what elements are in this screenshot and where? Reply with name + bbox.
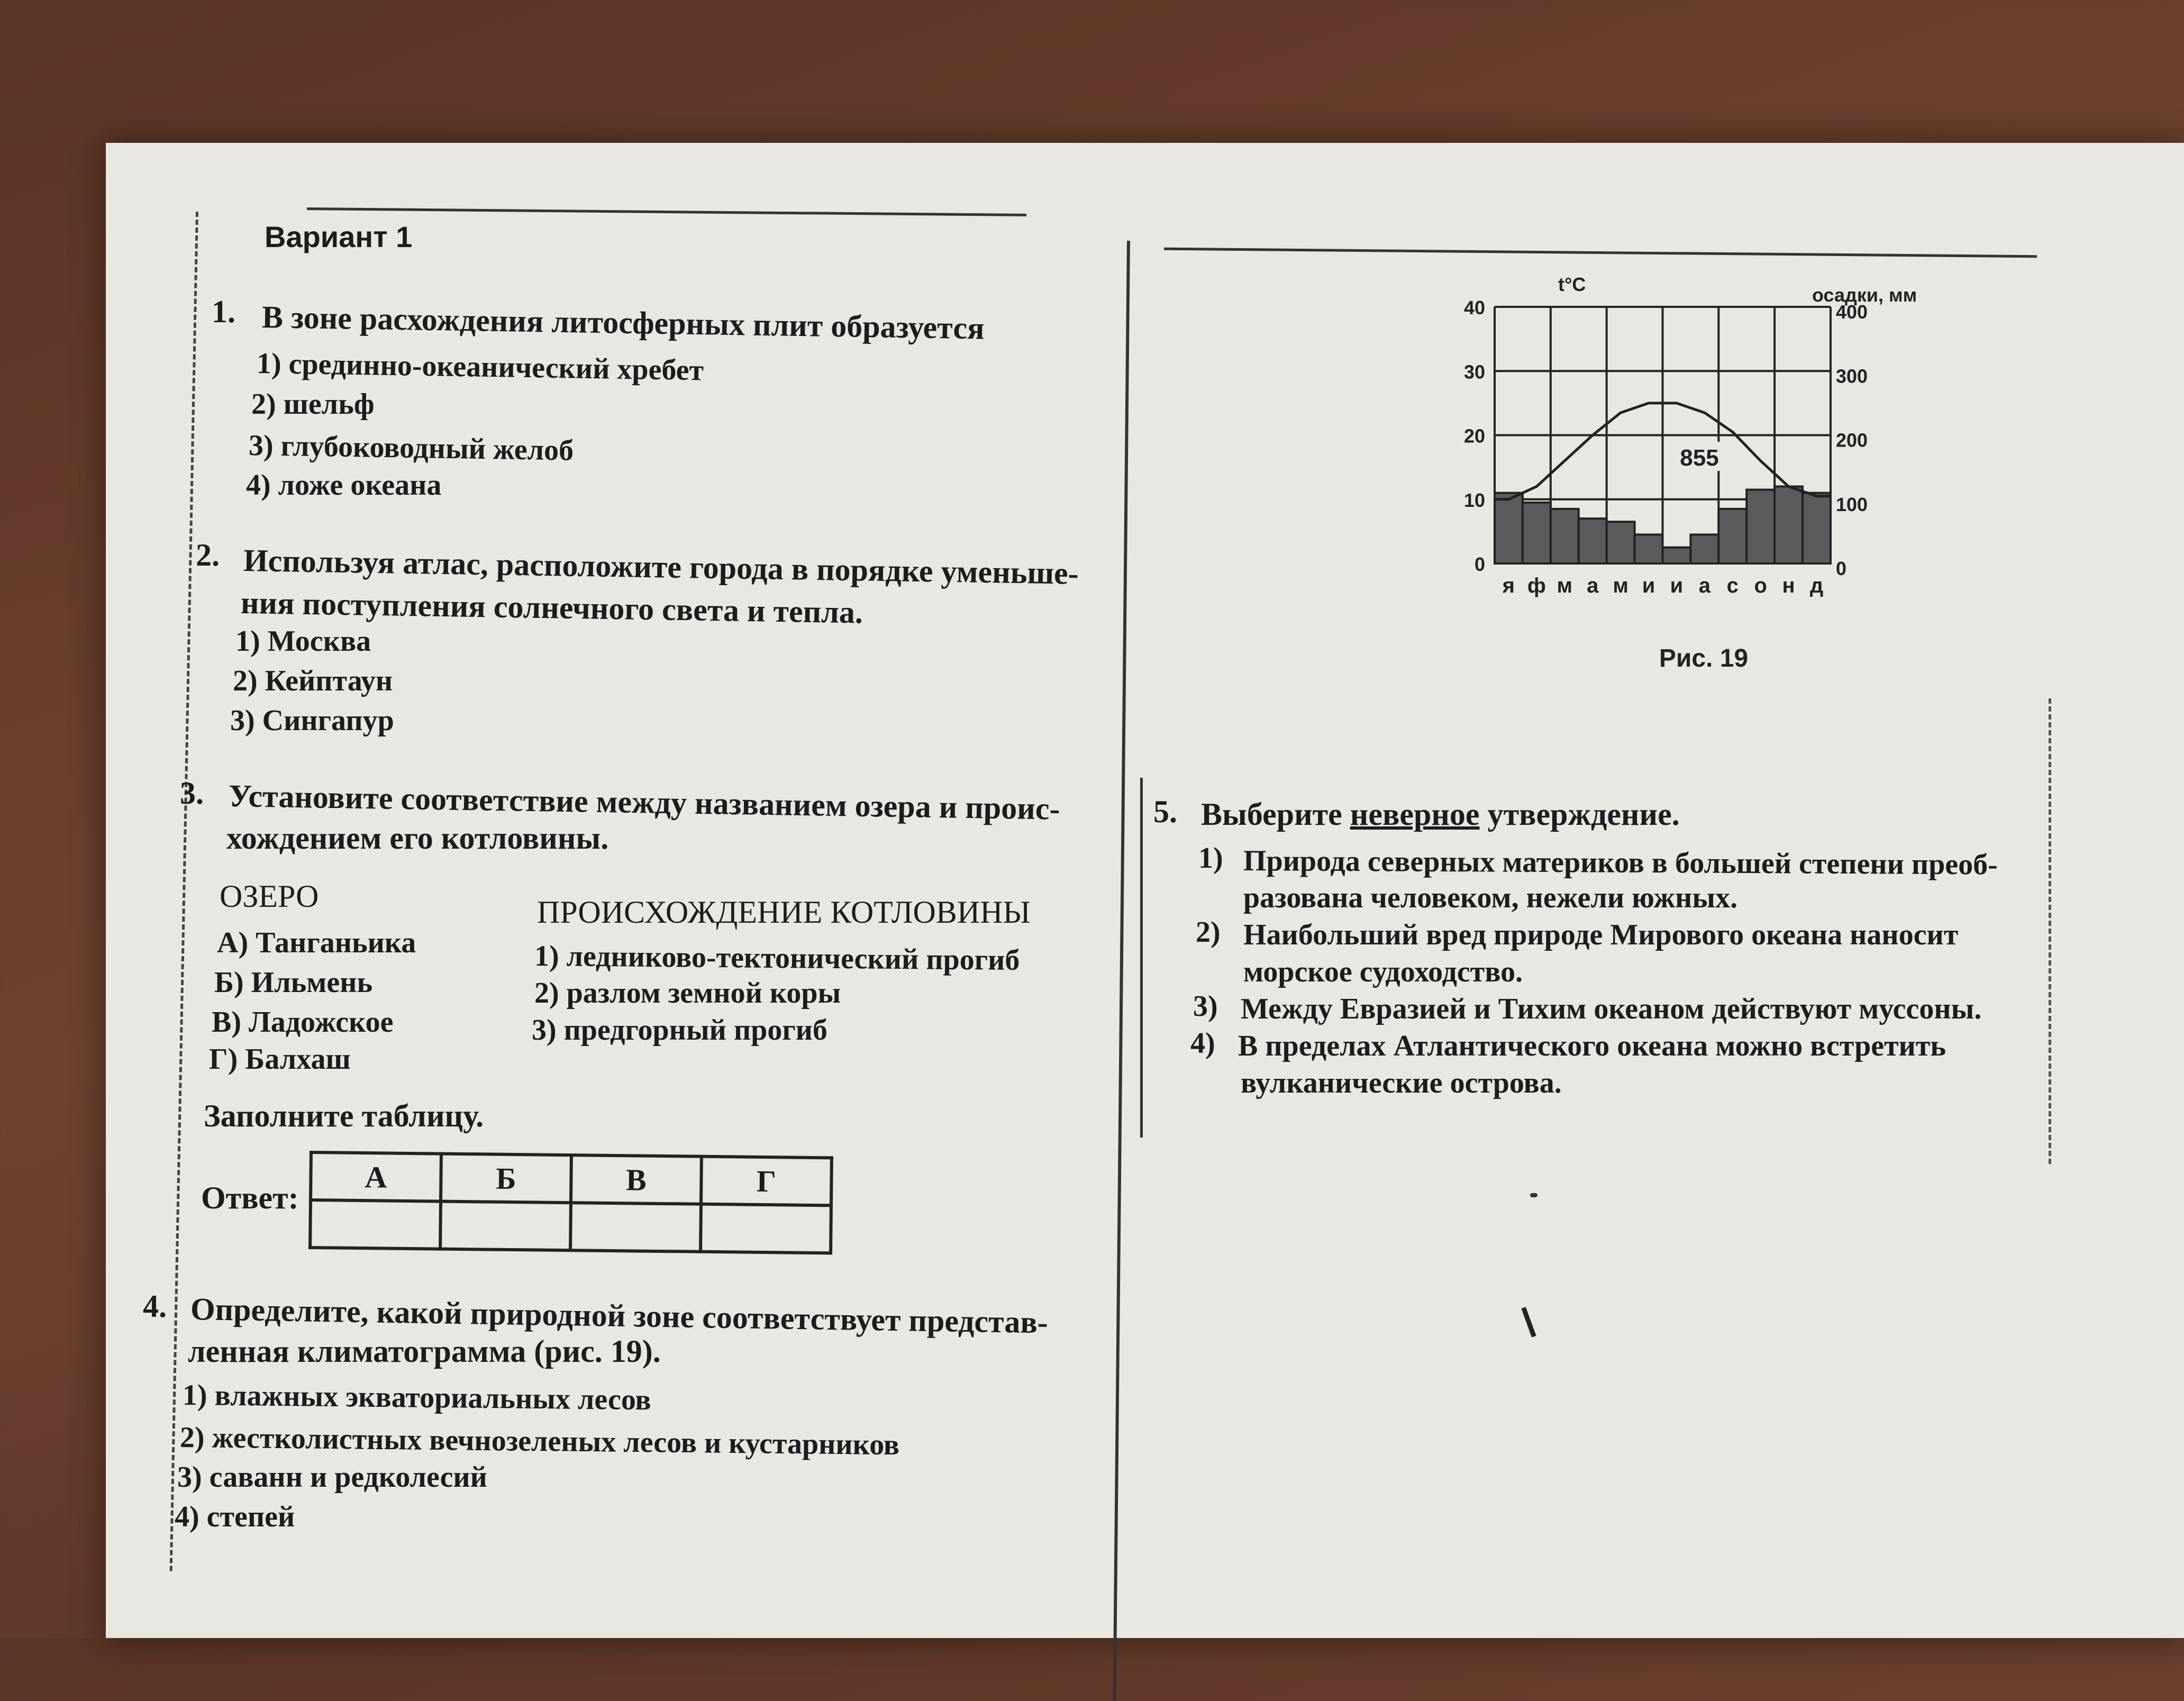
answer-cell-g[interactable] xyxy=(700,1204,831,1253)
q5-option-4-num: 4) xyxy=(1190,1027,1215,1060)
precip-bar-8 xyxy=(1690,534,1718,563)
answer-table-header-v: В xyxy=(571,1155,702,1204)
q4-option-1: 1) влажных экваториальных лесов xyxy=(182,1379,652,1417)
q5-prefix: Выберите xyxy=(1201,797,1350,832)
column-divider-right xyxy=(1140,778,1143,1138)
q3-fill-table: Заполните таблицу. xyxy=(204,1098,484,1133)
q5-option-2-line-1: Наибольший вред природе Мирового океана наносит xyxy=(1243,918,1959,951)
q1-option-3: 3) глубоководный желоб xyxy=(248,429,574,467)
answer-cell-a[interactable] xyxy=(310,1200,441,1249)
month-label-12: д xyxy=(1809,574,1824,597)
q4-option-2: 2) жестколистных вечнозеленых лесов и кустарников xyxy=(179,1421,900,1462)
pen-dot xyxy=(1530,1193,1537,1197)
answer-table-header-b: Б xyxy=(441,1154,571,1203)
month-label-11: н xyxy=(1782,574,1795,597)
month-label-1: я xyxy=(1502,574,1515,597)
q1-option-4: 4) ложе океана xyxy=(246,469,442,502)
q3-lake-g: Г) Балхаш xyxy=(209,1043,351,1076)
answer-cell-b[interactable] xyxy=(440,1202,571,1251)
q5-option-1-line-2: разована человеком, нежели южных. xyxy=(1243,881,1738,914)
q2-option-3: 3) Сингапур xyxy=(230,704,394,737)
q5-suffix: утверждение. xyxy=(1479,797,1680,832)
q2-number: 2. xyxy=(196,538,220,572)
month-label-9: с xyxy=(1726,574,1739,597)
q4-number: 4. xyxy=(143,1289,167,1324)
precip-bar-11 xyxy=(1775,487,1803,564)
answer-table-header-row xyxy=(311,1152,832,1205)
right-dashed-border xyxy=(2049,698,2051,1164)
month-label-10: о xyxy=(1754,574,1767,597)
month-label-5: м xyxy=(1613,574,1628,597)
month-label-4: а xyxy=(1587,574,1599,597)
q4-line-1: Определите, какой природной зоне соответствует представ- xyxy=(190,1291,1049,1340)
answer-table-header-g: Г xyxy=(701,1157,832,1206)
q3-left-header: ОЗЕРО xyxy=(220,879,319,914)
q1-text: В зоне расхождения литосферных плит образуется xyxy=(261,299,985,346)
variant-title: Вариант 1 xyxy=(265,220,413,253)
answer-table-header-a: А xyxy=(311,1152,441,1202)
q3-origin-2: 2) разлом земной коры xyxy=(534,977,841,1009)
q3-line-1: Установите соответствие между названием озера и проис- xyxy=(228,778,1061,826)
month-label-7: и xyxy=(1670,574,1684,597)
top-rule-left xyxy=(307,207,1026,216)
precip-bar-1 xyxy=(1495,493,1523,563)
q1-option-2: 2) шельф xyxy=(251,388,375,421)
q3-answer-label: Ответ: xyxy=(201,1180,299,1215)
q3-right-header: ПРОИСХОЖДЕНИЕ КОТЛОВИНЫ xyxy=(537,895,1031,930)
q5-number: 5. xyxy=(1153,794,1177,829)
q2-option-2: 2) Кейптаун xyxy=(233,665,393,697)
precip-tick-100: 100 xyxy=(1836,493,1868,515)
precip-axis-label: осадки, мм xyxy=(1812,284,1917,306)
q4-line-2: ленная климатограмма (рис. 19). xyxy=(188,1334,661,1369)
exam-sheet xyxy=(106,143,2184,1638)
q4-option-4: 4) степей xyxy=(175,1500,295,1533)
month-label-8: а xyxy=(1698,574,1710,597)
pen-mark xyxy=(1521,1307,1536,1338)
temp-tick-40: 40 xyxy=(1463,297,1485,319)
q5-underlined: неверное xyxy=(1350,797,1480,832)
answer-table xyxy=(308,1151,833,1254)
month-label-6: и xyxy=(1642,574,1655,597)
precip-bar-9 xyxy=(1718,509,1746,563)
q2-line-2: ния поступления солнечного света и тепла. xyxy=(240,585,863,630)
temp-tick-20: 20 xyxy=(1463,425,1485,447)
precip-bar-5 xyxy=(1607,522,1635,563)
month-label-2: ф xyxy=(1527,574,1546,597)
precip-bar-6 xyxy=(1635,534,1663,563)
precip-bar-7 xyxy=(1663,548,1691,563)
q5-option-3-num: 3) xyxy=(1193,990,1218,1023)
q2-line-1: Используя атлас, расположите города в порядке уменьше- xyxy=(243,543,1079,591)
q1-option-1: 1) срединно-океанический хребет xyxy=(256,347,704,387)
precip-bar-10 xyxy=(1746,490,1775,563)
answer-table-answer-row xyxy=(310,1200,831,1253)
precip-tick-0: 0 xyxy=(1836,558,1847,579)
temp-tick-0: 0 xyxy=(1474,553,1485,575)
q1-number: 1. xyxy=(212,294,235,329)
q5-option-4-line-2: вулканические острова. xyxy=(1241,1067,1562,1099)
q5-option-2-num: 2) xyxy=(1196,916,1221,949)
temp-tick-30: 30 xyxy=(1463,361,1485,383)
precip-bar-12 xyxy=(1803,493,1831,563)
precip-tick-300: 300 xyxy=(1836,365,1868,387)
q5-option-2-line-2: морское судоходство. xyxy=(1243,956,1523,988)
q3-origin-1: 1) ледниково-тектонический прогиб xyxy=(534,940,1020,977)
q3-number: 3. xyxy=(180,776,204,811)
q3-lake-b: Б) Ильмень xyxy=(214,966,373,999)
precip-tick-200: 200 xyxy=(1836,429,1868,451)
climatogram-chart xyxy=(1376,254,2010,688)
precip-tick-400: 400 xyxy=(1836,301,1868,323)
figure-caption: Рис. 19 xyxy=(1659,644,1749,672)
temp-tick-10: 10 xyxy=(1463,489,1485,511)
q5-option-1-num: 1) xyxy=(1198,842,1223,875)
temp-axis-label: t°C xyxy=(1558,274,1586,295)
q3-line-2: хождением его котловины. xyxy=(226,821,609,856)
q3-lake-a: А) Танганьика xyxy=(217,926,416,959)
q3-lake-v: В) Ладожское xyxy=(212,1006,394,1039)
q5-option-3-line-1: Между Евразией и Тихим океаном действуют муссоны. xyxy=(1241,993,1982,1025)
answer-cell-v[interactable] xyxy=(570,1203,701,1252)
precip-bar-4 xyxy=(1579,519,1607,563)
q5-text xyxy=(1201,796,1680,833)
precip-bar-3 xyxy=(1551,509,1579,563)
month-label-3: м xyxy=(1557,574,1573,597)
q4-option-3: 3) саванн и редколесий xyxy=(177,1461,487,1494)
precip-bar-2 xyxy=(1523,503,1551,563)
q5-option-1-line-1: Природа северных материков в большей степени преоб- xyxy=(1243,844,1998,881)
column-divider-left xyxy=(1113,241,1130,1701)
q2-option-1: 1) Москва xyxy=(235,625,371,658)
q5-option-4-line-1: В пределах Атлантического океана можно встретить xyxy=(1238,1030,1946,1062)
q3-origin-3: 3) предгорный прогиб xyxy=(532,1014,828,1047)
annual-total-label: 855 xyxy=(1680,445,1719,471)
